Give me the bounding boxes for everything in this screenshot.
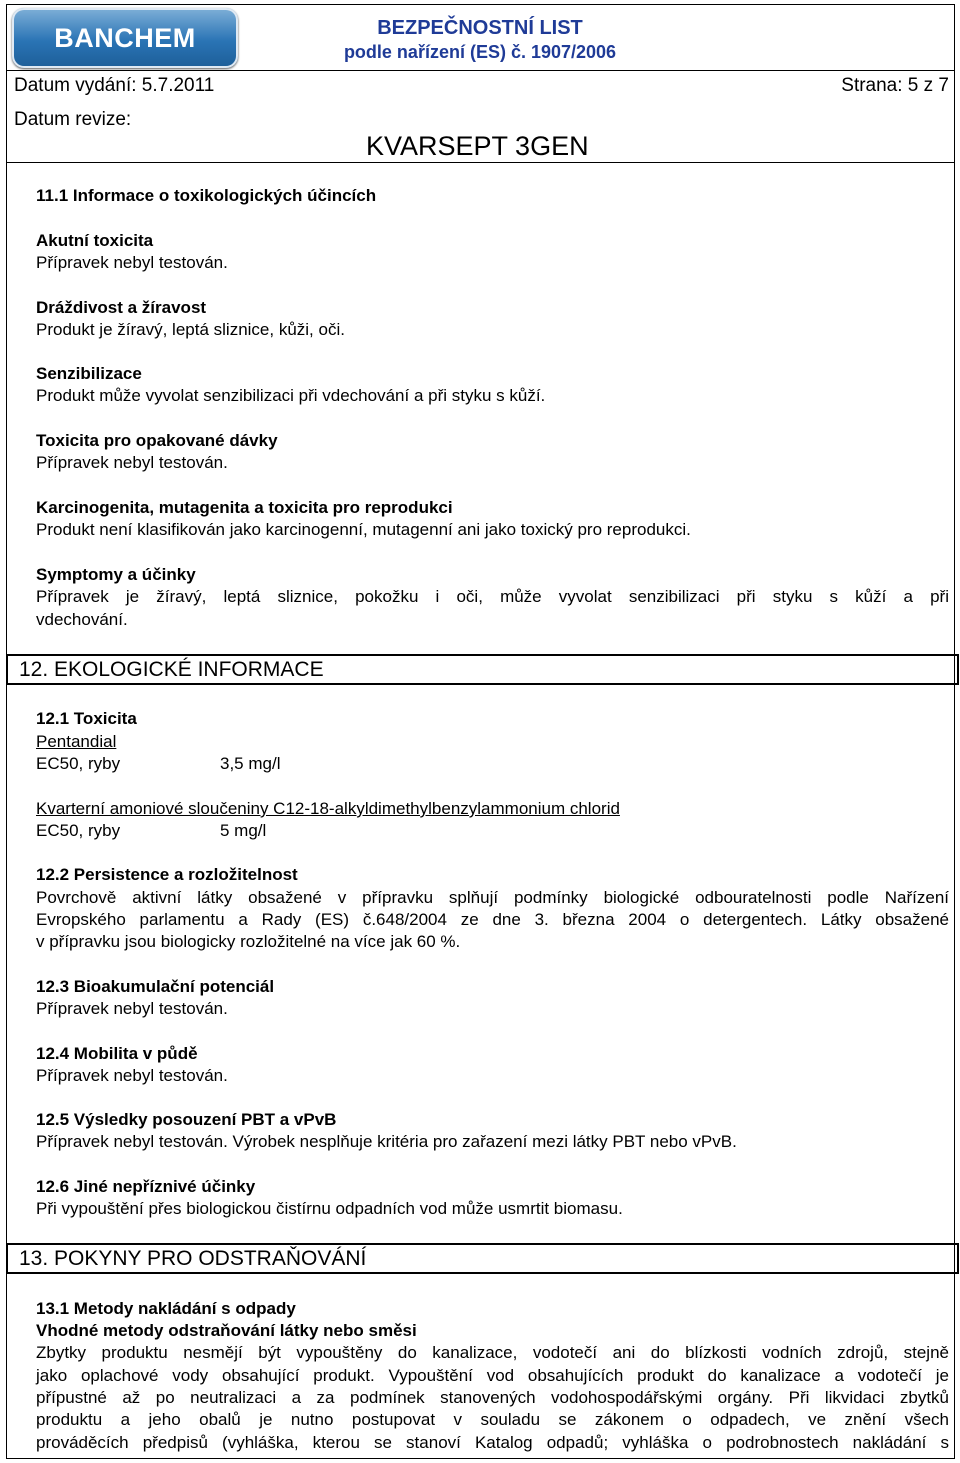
acute-toxicity-heading: Akutní toxicita [36, 231, 154, 250]
persistence-text-line-3: v přípravku jsou biologicky rozložitelné na více jak 60 %. [36, 932, 461, 951]
substance-1-value: 3,5 mg/l [220, 754, 281, 773]
substance-2-name: Kvarterní amoniové sloučeniny C12-18-alkyldimethylbenzylammonium chlorid [36, 799, 620, 818]
section-12-title: 12. EKOLOGICKÉ INFORMACE [6, 654, 959, 685]
pbt-text: Přípravek nebyl testován. Výrobek nesplňuje kritéria pro zařazení mezi látky PBT nebo vPvB. [36, 1132, 737, 1151]
document-title: BEZPEČNOSTNÍ LIST [377, 17, 583, 39]
disposal-text-line-4: produktu a jeho obalů je nutno postupovat v souladu se zákonem o odpadech, ve znění všech [36, 1410, 949, 1429]
substance-1-name: Pentandial [36, 732, 117, 751]
symptoms-heading: Symptomy a účinky [36, 565, 196, 584]
other-effects-text: Při vypouštění přes biologickou čistírnu odpadních vod může usmrtit biomasu. [36, 1199, 623, 1218]
disposal-text-line-2: jako oplachové vody obsahující produkt. Vypouštění vod obsahujících produkt do kanalizace a vodotečí je [36, 1366, 949, 1385]
sensitization-heading: Senzibilizace [36, 364, 142, 383]
disposal-methods-subheading: Vhodné metody odstraňování látky nebo směsi [36, 1321, 417, 1340]
toxicity-heading: 12.1 Toxicita [36, 709, 137, 728]
revision-date: Datum revize: [14, 109, 132, 130]
persistence-text-line-2: Evropského parlamentu a Rady (ES) č.648/2004 ze dne 3. března 2004 o detergentech. Látky obsažené [36, 910, 949, 929]
bioaccumulation-text: Přípravek nebyl testován. [36, 999, 228, 1018]
symptoms-text-line-2: vdechování. [36, 610, 128, 629]
symptoms-text-line-1: Přípravek je žíravý, leptá sliznice, pokožku i oči, může vyvolat senzibilizaci při styku s kůží a při [36, 587, 949, 606]
substance-2-value: 5 mg/l [220, 821, 267, 840]
header-bottom-divider [6, 162, 955, 163]
waste-methods-heading: 13.1 Metody nakládání s odpady [36, 1299, 296, 1318]
banchem-logo [12, 8, 238, 68]
logo-text: BANCHEM [54, 23, 196, 53]
pbt-heading: 12.5 Výsledky posouzení PBT a vPvB [36, 1110, 337, 1129]
repeated-dose-text: Přípravek nebyl testován. [36, 453, 228, 472]
mobility-heading: 12.4 Mobilita v půdě [36, 1044, 198, 1063]
irritation-text: Produkt je žíravý, leptá sliznice, kůži, oči. [36, 320, 345, 339]
cmr-text: Produkt není klasifikován jako karcinogenní, mutagenní ani jako toxický pro reprodukci. [36, 520, 691, 539]
disposal-text-line-1: Zbytky produktu nesmějí být vypouštěny do kanalizace, vodotečí ani do blízkosti vodních zdrojů, stejně [36, 1343, 949, 1362]
other-effects-heading: 12.6 Jiné nepříznivé účinky [36, 1177, 256, 1196]
regulation-subtitle: podle nařízení (ES) č. 1907/2006 [343, 42, 617, 62]
persistence-text-line-1: Povrchově aktivní látky obsažené v přípravku splňují podmínky biologické odbouratelnosti podle Nařízení [36, 888, 949, 907]
disposal-text-line-3: přípustné až po neutralizaci a za podmínek stanovených vodohospodářskými orgány. Při likvidaci zbytků [36, 1388, 949, 1407]
acute-toxicity-text: Přípravek nebyl testován. [36, 253, 228, 272]
mobility-text: Přípravek nebyl testován. [36, 1066, 228, 1085]
repeated-dose-heading: Toxicita pro opakované dávky [36, 431, 278, 450]
bioaccumulation-heading: 12.3 Bioakumulační potenciál [36, 977, 275, 996]
substance-1-label: EC50, ryby [36, 754, 121, 773]
issue-date: Datum vydání: 5.7.2011 [14, 75, 215, 96]
s11-heading: 11.1 Informace o toxikologických účincích [36, 186, 377, 205]
section-13-title: 13. POKYNY PRO ODSTRAŇOVÁNÍ [6, 1243, 959, 1274]
cmr-heading: Karcinogenita, mutagenita a toxicita pro reprodukci [36, 498, 453, 517]
sensitization-text: Produkt může vyvolat senzibilizaci při vdechování a při styku s kůží. [36, 386, 546, 405]
persistence-heading: 12.2 Persistence a rozložitelnost [36, 865, 298, 884]
page-number: Strana: 5 z 7 [841, 75, 949, 96]
irritation-heading: Dráždivost a žíravost [36, 298, 207, 317]
header-divider [6, 70, 955, 71]
substance-2-label: EC50, ryby [36, 821, 121, 840]
disposal-text-line-5: prováděcích předpisů (vyhláška, kterou se stanoví Katalog odpadů; vyhláška o podrobnostech nakládání s [36, 1433, 949, 1452]
product-name: KVARSEPT 3GEN [366, 131, 589, 161]
